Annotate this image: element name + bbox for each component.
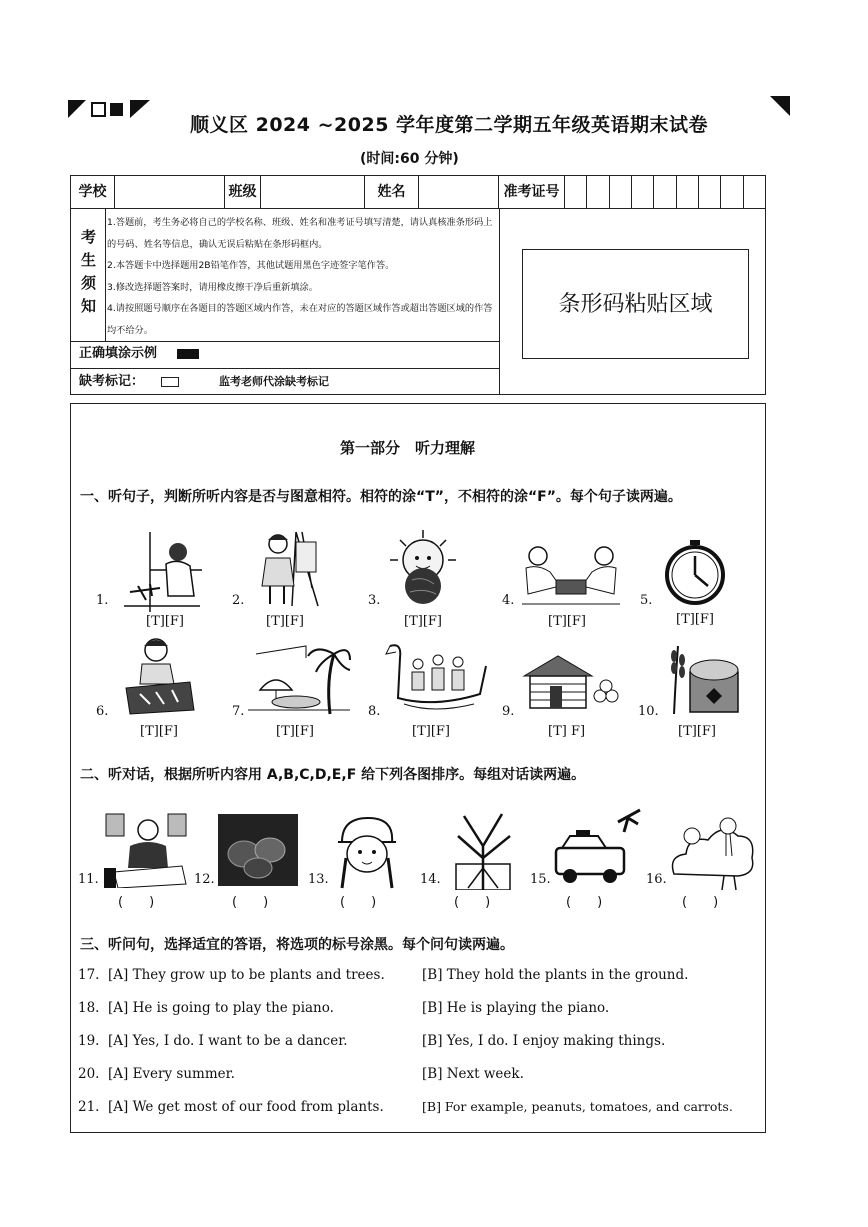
item-number: 12. bbox=[194, 872, 215, 887]
item-number: 3. bbox=[368, 593, 381, 608]
tf-bubble[interactable]: [T][F] bbox=[404, 614, 442, 629]
notice-list bbox=[107, 212, 499, 341]
tf-bubble[interactable]: [T][F] bbox=[676, 612, 714, 627]
part-title: 第一部分 听力理解 bbox=[340, 439, 476, 457]
item-number: 10. bbox=[638, 704, 659, 719]
fill-example-label: 正确填涂示例 bbox=[79, 346, 158, 361]
dragon-boat-icon bbox=[384, 642, 490, 714]
option-a[interactable]: [A] Every summer. bbox=[108, 1066, 235, 1082]
section1-heading: 一、听句子，判断所听内容是否与图意相符。相符的涂“T”，不相符的涂“F”。每个句子读两遍。 bbox=[80, 489, 682, 505]
order-answer-blank[interactable]: ( ) bbox=[118, 895, 155, 910]
girl-with-cap-icon bbox=[334, 812, 400, 892]
school-field[interactable] bbox=[115, 176, 225, 208]
item-number: 7. bbox=[232, 704, 245, 719]
top-left-registration-marks bbox=[68, 100, 152, 122]
item-number: 5. bbox=[640, 593, 653, 608]
question-number: 20. bbox=[78, 1066, 100, 1082]
rice-and-wheat-icon bbox=[664, 642, 742, 718]
item-number: 2. bbox=[232, 593, 245, 608]
sun-and-planet-icon bbox=[388, 530, 458, 608]
beach-scene-icon bbox=[246, 640, 352, 716]
section3-heading: 三、听问句，选择适宜的答语，将选项的标号涂黑。每个问句读两遍。 bbox=[80, 937, 514, 953]
name-field[interactable] bbox=[419, 176, 499, 208]
order-answer-blank[interactable]: ( ) bbox=[340, 895, 377, 910]
two-kids-playing-chess-icon bbox=[520, 544, 622, 610]
girl-painting-easel-icon bbox=[256, 528, 322, 608]
notice-item: 4.请按照题号顺序在各题目的答题区域内作答，未在对应的答题区域作答或超出答题区域的作答均不给分。 bbox=[107, 303, 493, 336]
option-b[interactable]: [B] They hold the plants in the ground. bbox=[422, 967, 689, 983]
man-writing-at-desk-icon bbox=[104, 812, 188, 888]
tf-bubble[interactable]: [T][F] bbox=[276, 724, 314, 739]
option-a[interactable]: [A] Yes, I do. I want to be a dancer. bbox=[108, 1033, 348, 1049]
log-cabin-icon bbox=[520, 652, 624, 712]
item-number: 9. bbox=[502, 704, 515, 719]
boy-calligraphy-icon bbox=[120, 636, 196, 716]
tf-bubble[interactable]: [T] F] bbox=[548, 724, 586, 739]
item-number: 14. bbox=[420, 872, 441, 887]
absent-note: 监考老师代涂缺考标记 bbox=[219, 375, 329, 388]
fill-example-swatch bbox=[177, 349, 199, 359]
class-label: 班级 bbox=[225, 176, 261, 208]
order-answer-blank[interactable]: ( ) bbox=[454, 895, 491, 910]
tf-bubble[interactable]: [T][F] bbox=[548, 614, 586, 629]
option-a[interactable]: [A] He is going to play the piano. bbox=[108, 1000, 334, 1016]
notice-item: 3.修改选择题答案时，请用橡皮擦干净后重新填涂。 bbox=[107, 281, 318, 293]
notice-item: 1.答题前，考生务必将自己的学校名称、班级、姓名和准考证号填写清楚，请认真核准条形码上的号码、姓名等信息，确认无误后粘贴在条形码框内。 bbox=[107, 217, 493, 250]
order-answer-blank[interactable]: ( ) bbox=[232, 895, 269, 910]
notice-label: 考生须知 bbox=[71, 208, 106, 341]
student-info-table bbox=[70, 175, 766, 395]
exam-id-label: 准考证号 bbox=[499, 176, 565, 208]
tree-roots-icon bbox=[448, 806, 518, 890]
option-b[interactable]: [B] For example, peanuts, tomatoes, and carrots. bbox=[422, 1099, 733, 1114]
question-number: 17. bbox=[78, 967, 100, 983]
tf-bubble[interactable]: [T][F] bbox=[146, 614, 184, 629]
question-number: 19. bbox=[78, 1033, 100, 1049]
coconuts-icon bbox=[218, 814, 298, 886]
class-field[interactable] bbox=[261, 176, 365, 208]
kids-in-clouds-icon bbox=[668, 812, 754, 890]
order-answer-blank[interactable]: ( ) bbox=[566, 895, 603, 910]
tf-bubble[interactable]: [T][F] bbox=[412, 724, 450, 739]
absent-label: 缺考标记： bbox=[79, 374, 145, 389]
absent-checkbox[interactable] bbox=[161, 377, 179, 387]
item-number: 13. bbox=[308, 872, 329, 887]
clock-icon bbox=[664, 540, 726, 606]
item-number: 4. bbox=[502, 593, 515, 608]
exam-id-boxes[interactable] bbox=[565, 176, 765, 208]
item-number: 16. bbox=[646, 872, 667, 887]
item-number: 8. bbox=[368, 704, 381, 719]
taxi-and-plane-icon bbox=[554, 806, 644, 890]
option-a[interactable]: [A] They grow up to be plants and trees. bbox=[108, 967, 385, 983]
top-right-registration-mark bbox=[770, 96, 792, 118]
question-number: 18. bbox=[78, 1000, 100, 1016]
order-answer-blank[interactable]: ( ) bbox=[682, 895, 719, 910]
option-b[interactable]: [B] Next week. bbox=[422, 1066, 524, 1082]
question-number: 21. bbox=[78, 1099, 100, 1115]
option-a[interactable]: [A] We get most of our food from plants. bbox=[108, 1099, 384, 1115]
school-label: 学校 bbox=[71, 176, 115, 208]
option-b[interactable]: [B] He is playing the piano. bbox=[422, 1000, 610, 1016]
name-label: 姓名 bbox=[365, 176, 419, 208]
tf-bubble[interactable]: [T][F] bbox=[266, 614, 304, 629]
barcode-area: 条形码粘贴区域 bbox=[522, 249, 749, 359]
item-number: 6. bbox=[96, 704, 109, 719]
tf-bubble[interactable]: [T][F] bbox=[140, 724, 178, 739]
section2-heading: 二、听对话，根据所听内容用 A,B,C,D,E,F 给下列各图排序。每组对话读两遍。 bbox=[80, 767, 586, 783]
boy-building-model-plane-icon bbox=[120, 530, 204, 612]
item-number: 1. bbox=[96, 593, 109, 608]
exam-duration: (时间:60 分钟) bbox=[360, 151, 459, 167]
tf-bubble[interactable]: [T][F] bbox=[678, 724, 716, 739]
exam-title: 顺义区 2024 ~2025 学年度第二学期五年级英语期末试卷 bbox=[190, 114, 709, 136]
item-number: 11. bbox=[78, 872, 99, 887]
item-number: 15. bbox=[530, 872, 551, 887]
notice-item: 2.本答题卡中选择题用2B铅笔作答，其他试题用黑色字迹签字笔作答。 bbox=[107, 260, 395, 271]
option-b[interactable]: [B] Yes, I do. I enjoy making things. bbox=[422, 1033, 666, 1049]
